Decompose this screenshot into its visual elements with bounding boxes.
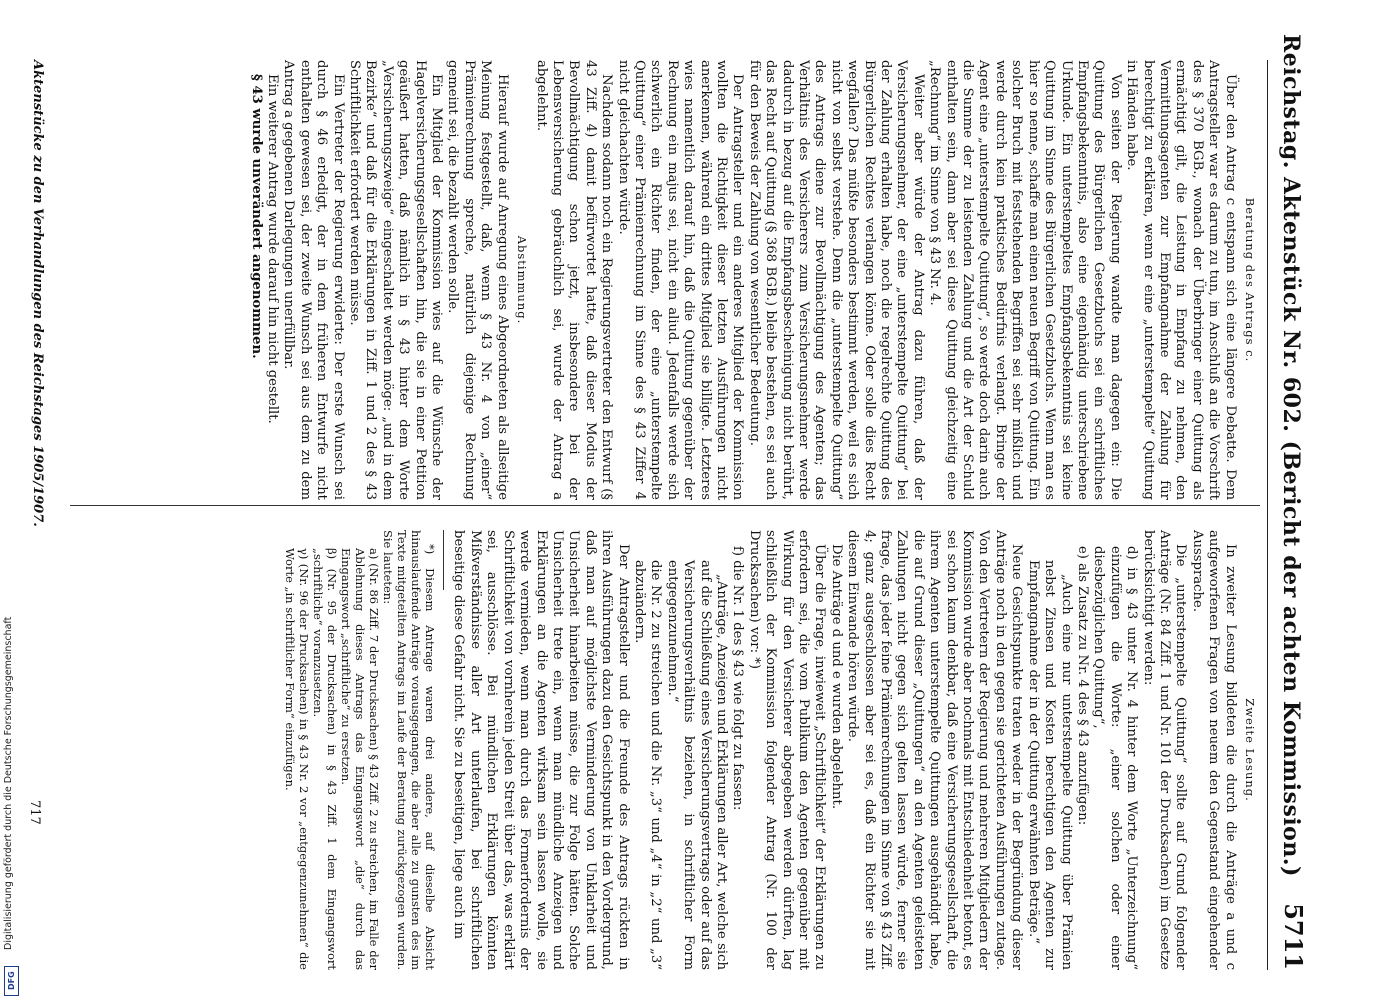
paragraph: Nachdem sodann noch ein Regierungsvertreter den Entwurf (§ 43 Ziff. 4) damit befürwortet hatte, daß dieser Modus der Bevollmächtigung schon jetzt, insbesondere bei der Lebensversicherung gebräuchlich sei, wurde der Antrag a abgelehnt. [533, 60, 615, 500]
section-heading: Abstimmung. [515, 235, 530, 325]
left-column [60, 60, 1260, 500]
paragraph: Von seiten der Regierung wandte man dagegen ein: Die Quittung des Bürgerlichen Gesetzbuchs sei ein schriftliches Empfangsbekenntnis, also eine eigenhändig unterschriebene Urkunde. Ein unterstempeltes Empfangsbekenntnis sei keine Quittung im Sinne des Bürgerlichen Gesetzbuchs. Wenn man es hier so nenne, schaffe man einen neuen Begriff von Quittung. Ein solcher Bruch mit feststehenden Begriffen sei sehr mißlich und werde durch kein praktisches Bedürfnis verlangt. Bringe der Agent eine „unterstempelte Quittung“, so werde doch darin auch die Summe der zu leistenden Zahlung und die Art der Schuld enthalten sein, dann aber sei diese Quittung gleichzeitig eine „Rechnung“ im Sinne von § 43 Nr. 4. [927, 60, 1123, 500]
paragraph: Ein weiterer Antrag wurde darauf hin nicht gestellt. [265, 74, 281, 424]
paragraph: Die Anträge d und e wurden abgelehnt. [828, 544, 844, 810]
paragraph: Ein Vertreter der Regierung erwiderte: Der erste Wunsch sei durch § 46 erledigt, der in dem früheren Entwurfe nicht enthalten gewesen sei, der zweite Wunsch sei aus dem zu dem Antrag a gegebenen Darlegungen unerfüllbar. [281, 60, 346, 500]
quotation: die Nr. 2 zu streichen und die Nr. „3“ und „4“ in „2“ und „3“ abzuändern. [631, 560, 664, 970]
page-footer-source: Aktenstücke zu den Verhandlungen des Reichstages 1905/1907. [30, 60, 45, 527]
dfg-logo-icon: DFG [4, 966, 19, 996]
paragraph: Hierauf wurde auf Anregung eines Abgeordneten als allseitige Meinung festgestellt, daß, wenn § 43 Nr. 4 von „einer“ Prämienrechnung spreche, natürlich diejenige Rechnung gemeint sei, die bezahlt werden solle. [445, 60, 510, 500]
digitization-note: Digitalisierung gefördert durch die Deutsche Forschungsgemeinschaft [3, 616, 14, 950]
paragraph: Der Antragsteller und die Freunde des Antrags rückten in ihren Ausführungen dazu den Gesichtspunkt in den Vordergrund, daß man auf möglichste Verminderung von Unklarheit und Unsicherheit hinarbeiten müsse, die zur Folge hätten. Solche Unsicherheit trete ein, wenn man mündliche Anzeigen und Erklärungen an die Agenten wirksam sein lassen wolle, sie werde vermieden, wenn man durch das Formerfordernis der Schriftlichkeit von vornherein jeden Streit über das, was erklärt sei, ausschlösse. Bei mündlichen Erklärungen könnten Mißverständnisse aller Art unterlaufen, bei schriftlichen beseitige diese Gefahr nicht. Sie zu beseitigen, liege auch im [451, 530, 631, 970]
paragraph: Der Antragsteller und ein anderes Mitglied der Kommission wollten die Richtigkeit dieser letzten Ausführungen nicht anerkennen, während ein drittes Mitglied sie billigte. Letzteres wies namentlich darauf hin, daß die Quittung gegenüber der Rechnung ein majus sei, nicht ein aliud. Jedenfalls werde sich schwerlich ein Richter finden, der eine „unterstempelte Quittung“ einer Prämienrechnung im Sinne des § 43 Ziffer 4 nicht gleichachten würde. [615, 60, 746, 500]
page-number: 5711 [1279, 903, 1308, 970]
printed-page [10, 0, 1330, 1000]
list-item: d) in § 43 unter Nr. 4 hinter dem Worte „Unterzeichnung“ einzufügen die Worte: „einer solchen oder einer diesbezüglichen Quittung“, [1091, 546, 1140, 970]
footnote: *) Diesem Antrage waren drei andere, auf dieselbe Absicht hinauslaufende Anträge vorausgegangen, die aber alle zu gunsten des im Texte mitgeteilten Antrags im Laufe der Beratung zurückgezogen wurden. Sie lauteten: [381, 530, 438, 970]
section-heading: Beratung des Antrags c. [1243, 197, 1257, 363]
paragraph: Weiter aber würde der Antrag dazu führen, daß der Versicherungsnehmer, der eine „unterstempelte Quittung“ bei der Zahlung erhalten habe, noch die regelrechte Quittung des Bürgerlichen Rechtes verlangen könne. Oder solle dies Recht wegfallen? Das müßte besonders bestimmt werden, weil es sich nicht von selbst verstehe. Denn die „unterstempelte Quittung“ des Antrags diene zur Bevollmächtigung des Agenten; das Verhältnis des Versicherers zum Versicherungsnehmer werde dadurch in bezug auf die Empfangsbescheinigung nicht berührt, das Recht auf Quittung (§ 368 BGB.) bleibe bestehen, es sei auch für den Beweis der Zahlung von wesentlicher Bedeutung. [746, 60, 926, 500]
footnote-item: β) (Nr. 95 der Drucksachen) in § 43 Ziff. 1 dem Eingangswort „schriftliche“ voranzusetzen. [311, 548, 340, 970]
page-title: Reichstag. Aktenstück Nr. 602. (Bericht der achten Kommission.) [1278, 34, 1304, 877]
paragraph: Ein Mitglied der Kommission wies auf die Wünsche der Hagelversicherungsgesellschaften hin, die sie in einer Petition geäußert hatten, daß nämlich in § 43 hinter dem Worte „Versicherungszweige“ eingeschaltet werden möge: „und in dem Bezirke“ und daß für die Erklärungen in Ziff. 1 und 2 des § 43 Schriftlichkeit erfordert werden müsse. [347, 60, 445, 500]
paragraph: Die „unterstempelte Quittung“ sollte auf Grund folgender Anträge (Nr. 84 Ziff. 1 und Nr. 101 der Drucksachen) im Gesetze berücksichtigt werden: [1140, 530, 1189, 970]
section-heading: Zweite Lesung. [1243, 698, 1257, 802]
paragraph: Neue Gesichtspunkte traten weder in der Begründung dieser Anträge noch in den gegen sie gerichteten Ausführungen zutage. Von den Vertretern der Regierung und mehreren Mitgliedern der Kommission wurde aber nochmals mit Entschiedenheit betont, es sei schon kaum denkbar, daß eine Versicherungsgesellschaft, die ihrem Agenten unterstempelte Quittungen ausgehändigt habe, die auf Grund dieser „Quittungen“ an den Agenten geleisteten Zahlungen nicht gegen sich gelten lassen würde, ferner sie frage, das jeder feine Prämienrechnungen im Sinne von § 43 Ziff. 4; ganz ausgeschlossen aber sei es, daß ein Richter sie mit diesem Einwande hören würde. [845, 530, 1025, 970]
page-header [1268, 0, 1330, 1000]
quotation: „Anträge, Anzeigen und Erklärungen aller Art, welche sich auf die Schließung eines Versicherungsvertrags oder auf das Versicherungsverhältnis beziehen, in schriftlicher Form entgegenzunehmen.“ [664, 560, 729, 970]
footnote-separator [443, 530, 444, 590]
paragraph: Über die Frage, inwieweit „Schriftlichkeit“ der Erklärungen zu erfordern sei, die vom Publikum den Agenten gegenüber mit Wirkung für den Versicherer abgegeben werden dürften, lag schließlich der Kommission folgender Antrag (Nr. 100 der Drucksachen) vor: *) [746, 530, 828, 970]
list-item: e) als Zusatz zu Nr. 4 des § 43 anzufügen: [1074, 546, 1090, 826]
footnote-item: γ) (Nr. 96 der Drucksachen) in § 43 Nr. 2 vor „entgegenzunehmen“ die Worte „in schriftlicher Form“ einzufügen. [283, 548, 312, 970]
paragraph: § 43 wurde unverändert angenommen. [248, 74, 264, 359]
column-divider [70, 505, 1260, 506]
paragraph: In zweiter Lesung bildeten die durch die Anträge a und c aufgeworfenen Fragen von neuem den Gegenstand eingehender Aussprache. [1189, 530, 1238, 970]
header-rule [1267, 60, 1268, 970]
page-footer-number: 717 [27, 800, 42, 825]
quotation: „Auch eine nur unterstempelte Quittung über Prämien nebst Zinsen und Kosten berechtigen den Agenten zur Empfangnahme der in der Quittung erwähnten Beträge.“ [1025, 560, 1074, 970]
right-column [60, 530, 1260, 970]
footnote-item: a) (Nr. 86 Ziff. 7 der Drucksachen) § 43 Ziff. 2 zu streichen, im Falle der Ablehnung dieses Antrags das Eingangswort „die“ durch das Eingangswort „schriftliche“ zu ersetzen. [339, 548, 382, 970]
list-item: f) die Nr. 1 des § 43 wie folgt zu fassen: [730, 546, 746, 811]
paragraph: Über den Antrag c entspann sich eine längere Debatte. Dem Antragsteller war es darum zu tun, im Anschluß an die Vorschrift des § 370 BGB., wonach der Überbringer einer Quittung als ermächtigt gilt, die Leistung in Empfang zu nehmen, den Vermittlungsagenten zur Empfangnahme der Zahlung für berechtigt zu erklären, wenn er eine „unterstempelte“ Quittung in Händen habe. [1124, 60, 1238, 500]
